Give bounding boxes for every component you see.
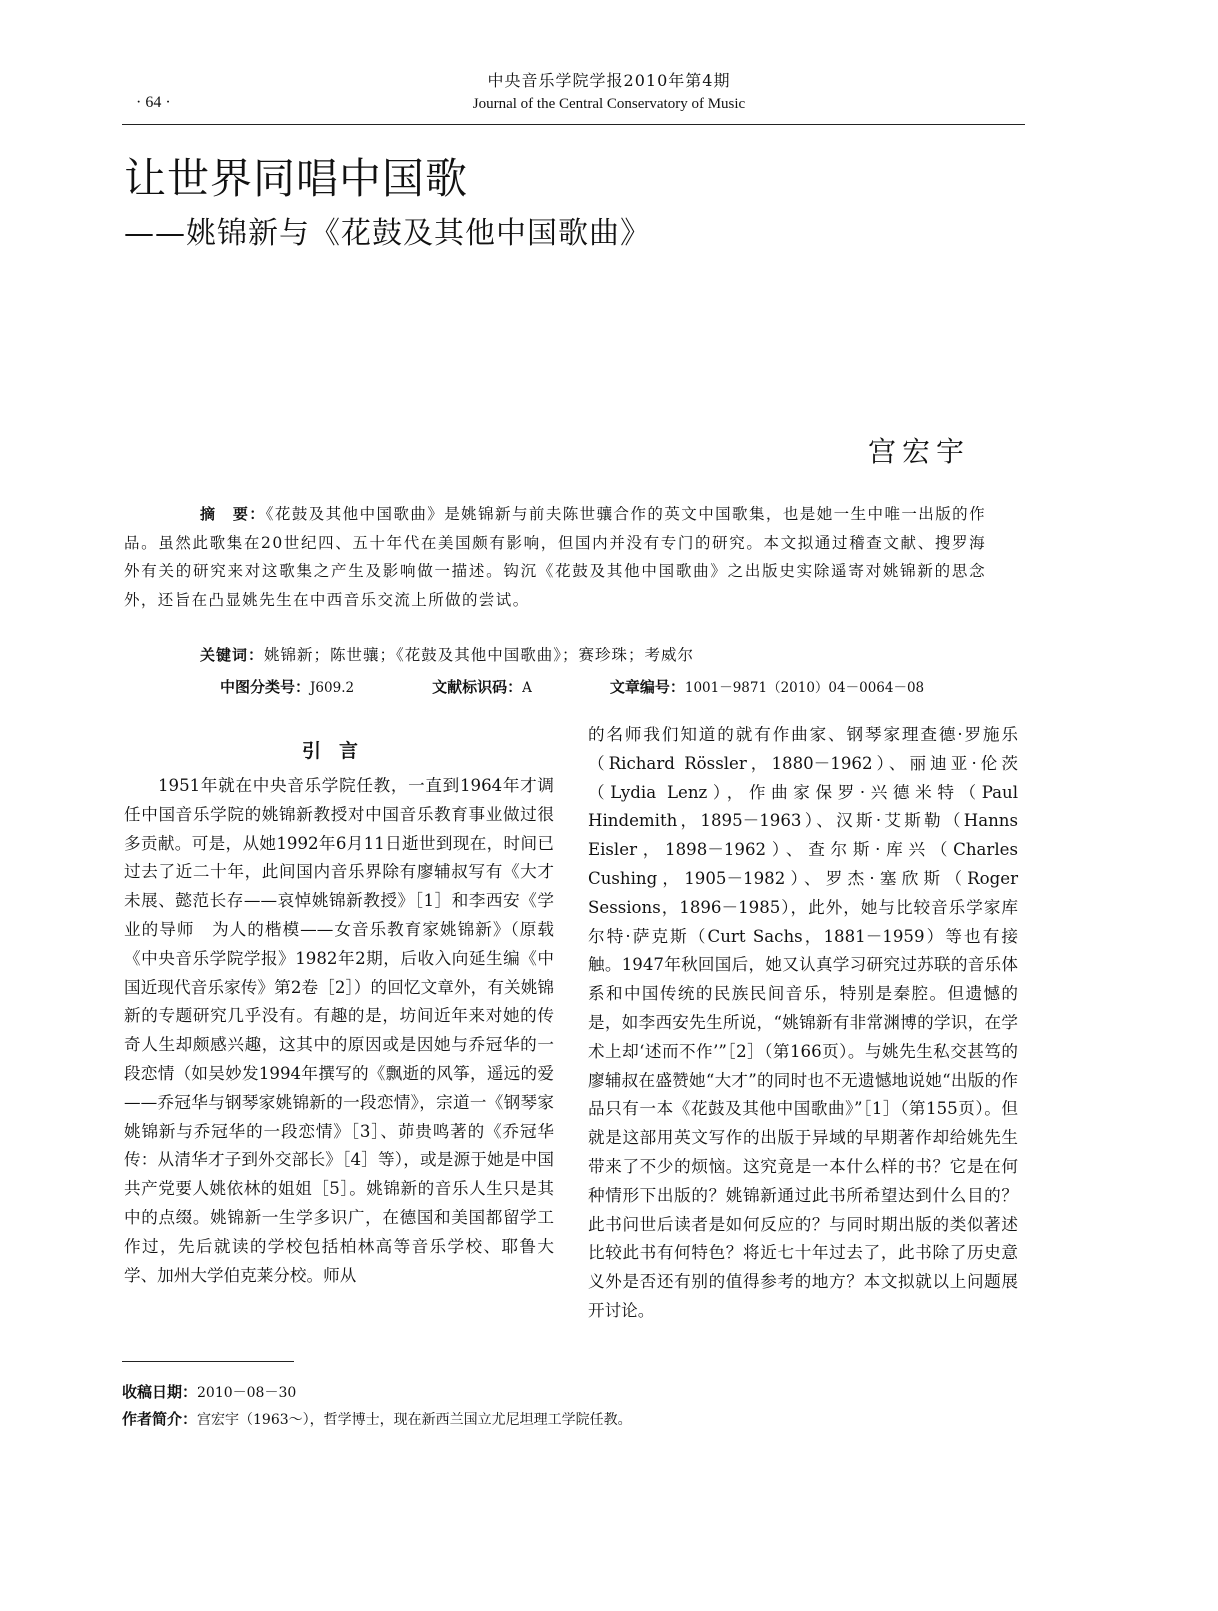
classification-line	[220, 676, 924, 697]
body-column-right	[588, 721, 1018, 1326]
doc-code-label: 文献标识码：	[432, 678, 523, 696]
received-label: 收稿日期：	[122, 1383, 198, 1401]
author-bio-label: 作者简介：	[122, 1410, 198, 1428]
keywords-text: 姚锦新；陈世骧；《花鼓及其他中国歌曲》；赛珍珠；考威尔	[264, 646, 695, 664]
section-heading: 引言	[301, 740, 376, 762]
author-bio	[122, 1408, 632, 1429]
article-title: 让世界同唱中国歌	[124, 154, 469, 203]
journal-title-cn: 中央音乐学院学报2010年第4期	[487, 71, 731, 90]
body-paragraph-right: 的名师我们知道的就有作曲家、钢琴家理查德·罗施乐（Richard Rössler，1880－1962）、丽迪亚·伦茨（Lydia Lenz），作曲家保罗·兴德米特（Paul Hindemith，1895－1963）、汉斯·艾斯勒（Hanns Eisler，1898－1962）、查尔斯·库兴（Charles Cushing，1905－1982）、罗杰·塞欣斯（Roger Sessions，1896－1985），此外，她与比较音乐学家库尔特·萨克斯（Curt Sachs，1881－1959）等也有接触。1947年秋回国后，她又认真学习研究过苏联的音乐体系和中国传统的民族民间音乐，特别是秦腔。但遗憾的是，如李西安先生所说，“姚锦新有非常渊博的学识，在学术上却‘述而不作’”［2］（第166页）。与姚先生私交甚笃的廖辅叔在盛赞她“大才”的同时也不无遗憾地说她“出版的作品只有一本《花鼓及其他中国歌曲》”［1］（第155页）。但就是这部用英文写作的出版于异域的早期著作却给姚先生带来了不少的烦恼。这究竟是一本什么样的书？它是在何种情形下出版的？姚锦新通过此书所希望达到什么目的？此书问世后读者是如何反应的？与同时期出版的类似著述比较此书有何特色？将近七十年过去了，此书除了历史意义外是否还有别的值得参考的地方？本文拟就以上问题展开讨论。	[588, 725, 1018, 1320]
author-bio-value: 宫宏宇（1963～），哲学博士，现在新西兰国立尤尼坦理工学院任教。	[197, 1412, 632, 1428]
author-name: 宫宏宇	[868, 435, 971, 468]
body-paragraph-left: 1951年就在中央音乐学院任教，一直到1964年才调任中国音乐学院的姚锦新教授对中国音乐教育事业做过很多贡献。可是，从她1992年6月11日逝世到现在，时间已过去了近二十年，此间国内音乐界除有廖辅叔写有《大才未展、懿范长存——哀悼姚锦新教授》［1］和李西安《学业的导师 为人的楷模——女音乐教育家姚锦新》（原载《中央音乐学院学报》1982年2期，后收入向延生编《中国近现代音乐家传》第2卷［2］）的回忆文章外，有关姚锦新的专题研究几乎没有。有趣的是，坊间近年来对她的传奇人生却颇感兴趣，这其中的原因或是因她与乔冠华的一段恋情（如吴妙发1994年撰写的《飘逝的风筝，遥远的爱——乔冠华与钢琴家姚锦新的一段恋情》，宗道一《钢琴家姚锦新与乔冠华的一段恋情》［3］、茆贵鸣著的《乔冠华传：从清华才子到外交部长》［4］等），或是源于她是中国共产党要人姚依林的姐姐［5］。姚锦新的音乐人生只是其中的点缀。姚锦新一生学多识广，在德国和美国都留学工作过，先后就读的学校包括柏林高等音乐学校、耶鲁大学、加州大学伯克莱分校。师从	[124, 776, 554, 1285]
received-date	[122, 1381, 296, 1402]
abstract-label: 摘 要：	[200, 505, 266, 523]
abstract-text: 《花鼓及其他中国歌曲》是姚锦新与前夫陈世骧合作的英文中国歌集，也是她一生中唯一出版的作品。虽然此歌集在20世纪四、五十年代在美国颇有影响，但国内并没有专门的研究。本文拟通过稽查文献、搜罗海外有关的研究来对这歌集之产生及影响做一描述。钩沉《花鼓及其他中国歌曲》之出版史实除遥寄对姚锦新的思念外，还旨在凸显姚先生在中西音乐交流上所做的尝试。	[124, 505, 986, 609]
article-number-value: 1001－9871（2010）04－0064－08	[684, 680, 925, 696]
page-number: · 64 ·	[136, 94, 171, 111]
doc-code-value: A	[522, 680, 532, 696]
clc-value: J609.2	[310, 680, 355, 696]
footnote-rule	[122, 1361, 294, 1362]
received-value: 2010－08－30	[197, 1385, 297, 1401]
abstract	[124, 500, 986, 614]
body-column-left	[124, 772, 554, 1290]
header-rule	[122, 124, 1025, 125]
clc-label: 中图分类号：	[220, 678, 311, 696]
keywords-label: 关键词：	[200, 646, 265, 664]
keywords	[200, 643, 694, 665]
article-subtitle: ——姚锦新与《花鼓及其他中国歌曲》	[124, 216, 651, 251]
article-number-label: 文章编号：	[609, 678, 685, 696]
journal-title-en: Journal of the Central Conservatory of Music	[472, 96, 746, 112]
